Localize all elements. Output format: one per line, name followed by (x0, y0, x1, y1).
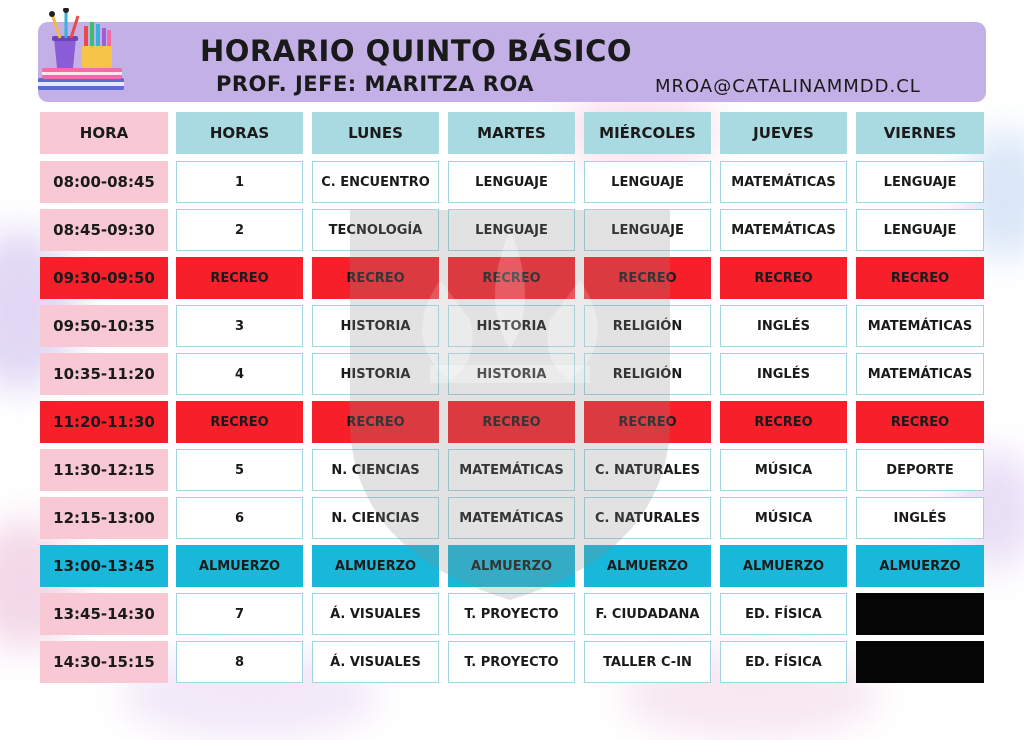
almuerzo-cell: ALMUERZO (176, 545, 303, 587)
period-number: 3 (176, 305, 303, 347)
recreo-cell: RECREO (448, 257, 575, 299)
almuerzo-cell: ALMUERZO (720, 545, 847, 587)
recreo-cell: RECREO (720, 257, 847, 299)
column-header: VIERNES (856, 112, 984, 154)
subject-cell: HISTORIA (312, 305, 439, 347)
column-header: HORAS (176, 112, 303, 154)
recreo-cell: RECREO (720, 401, 847, 443)
subject-cell: RELIGIÓN (584, 353, 711, 395)
period-number: 6 (176, 497, 303, 539)
subject-cell: MATEMÁTICAS (856, 353, 984, 395)
subject-cell: LENGUAJE (856, 161, 984, 203)
subject-cell: MATEMÁTICAS (720, 161, 847, 203)
column-header: MARTES (448, 112, 575, 154)
recreo-cell: RECREO (448, 401, 575, 443)
subject-cell: INGLÉS (856, 497, 984, 539)
teacher-email: MROA@CATALINAMMDD.CL (655, 76, 921, 97)
column-header: HORA (40, 112, 168, 154)
recreo-cell: RECREO (176, 401, 303, 443)
teacher-name: PROF. JEFE: MARITZA ROA (216, 72, 534, 96)
recreo-cell: RECREO (584, 401, 711, 443)
subject-cell: ED. FÍSICA (720, 641, 847, 683)
time-slot: 11:30-12:15 (40, 449, 168, 491)
subject-cell: INGLÉS (720, 305, 847, 347)
subject-cell: F. CIUDADANA (584, 593, 711, 635)
page-title: HORARIO QUINTO BÁSICO (200, 34, 633, 68)
almuerzo-cell: ALMUERZO (856, 545, 984, 587)
subject-cell: TECNOLOGÍA (312, 209, 439, 251)
subject-cell: T. PROYECTO (448, 593, 575, 635)
subject-cell: MATEMÁTICAS (448, 449, 575, 491)
subject-cell: TALLER C-IN (584, 641, 711, 683)
period-number: 4 (176, 353, 303, 395)
column-header: MIÉRCOLES (584, 112, 711, 154)
subject-cell: MATEMÁTICAS (720, 209, 847, 251)
subject-cell: N. CIENCIAS (312, 497, 439, 539)
almuerzo-cell: ALMUERZO (584, 545, 711, 587)
recreo-cell: RECREO (856, 401, 984, 443)
subject-cell: ED. FÍSICA (720, 593, 847, 635)
time-slot: 08:00-08:45 (40, 161, 168, 203)
subject-cell: C. NATURALES (584, 497, 711, 539)
recreo-cell: RECREO (584, 257, 711, 299)
recreo-cell: RECREO (312, 401, 439, 443)
time-slot: 09:50-10:35 (40, 305, 168, 347)
period-number: 2 (176, 209, 303, 251)
subject-cell: C. NATURALES (584, 449, 711, 491)
subject-cell: RELIGIÓN (584, 305, 711, 347)
subject-cell: N. CIENCIAS (312, 449, 439, 491)
subject-cell: HISTORIA (448, 305, 575, 347)
column-header: JUEVES (720, 112, 847, 154)
recreo-cell: RECREO (312, 257, 439, 299)
recreo-cell: RECREO (856, 257, 984, 299)
subject-cell: MÚSICA (720, 449, 847, 491)
subject-cell: HISTORIA (448, 353, 575, 395)
period-number: 1 (176, 161, 303, 203)
time-slot: 10:35-11:20 (40, 353, 168, 395)
time-slot: 12:15-13:00 (40, 497, 168, 539)
subject-cell: LENGUAJE (448, 209, 575, 251)
subject-cell: LENGUAJE (584, 161, 711, 203)
time-slot: 14:30-15:15 (40, 641, 168, 683)
time-slot: 08:45-09:30 (40, 209, 168, 251)
subject-cell: INGLÉS (720, 353, 847, 395)
subject-cell: Á. VISUALES (312, 593, 439, 635)
subject-cell: MATEMÁTICAS (448, 497, 575, 539)
subject-cell: Á. VISUALES (312, 641, 439, 683)
subject-cell: C. ENCUENTRO (312, 161, 439, 203)
period-number: 5 (176, 449, 303, 491)
period-number: 7 (176, 593, 303, 635)
subject-cell: MÚSICA (720, 497, 847, 539)
blocked-cell (856, 641, 984, 683)
time-slot: 09:30-09:50 (40, 257, 168, 299)
subject-cell: DEPORTE (856, 449, 984, 491)
recreo-cell: RECREO (176, 257, 303, 299)
subject-cell: LENGUAJE (856, 209, 984, 251)
subject-cell: LENGUAJE (448, 161, 575, 203)
almuerzo-cell: ALMUERZO (312, 545, 439, 587)
column-header: LUNES (312, 112, 439, 154)
time-slot: 13:00-13:45 (40, 545, 168, 587)
subject-cell: MATEMÁTICAS (856, 305, 984, 347)
blocked-cell (856, 593, 984, 635)
time-slot: 13:45-14:30 (40, 593, 168, 635)
time-slot: 11:20-11:30 (40, 401, 168, 443)
period-number: 8 (176, 641, 303, 683)
subject-cell: T. PROYECTO (448, 641, 575, 683)
almuerzo-cell: ALMUERZO (448, 545, 575, 587)
subject-cell: LENGUAJE (584, 209, 711, 251)
subject-cell: HISTORIA (312, 353, 439, 395)
